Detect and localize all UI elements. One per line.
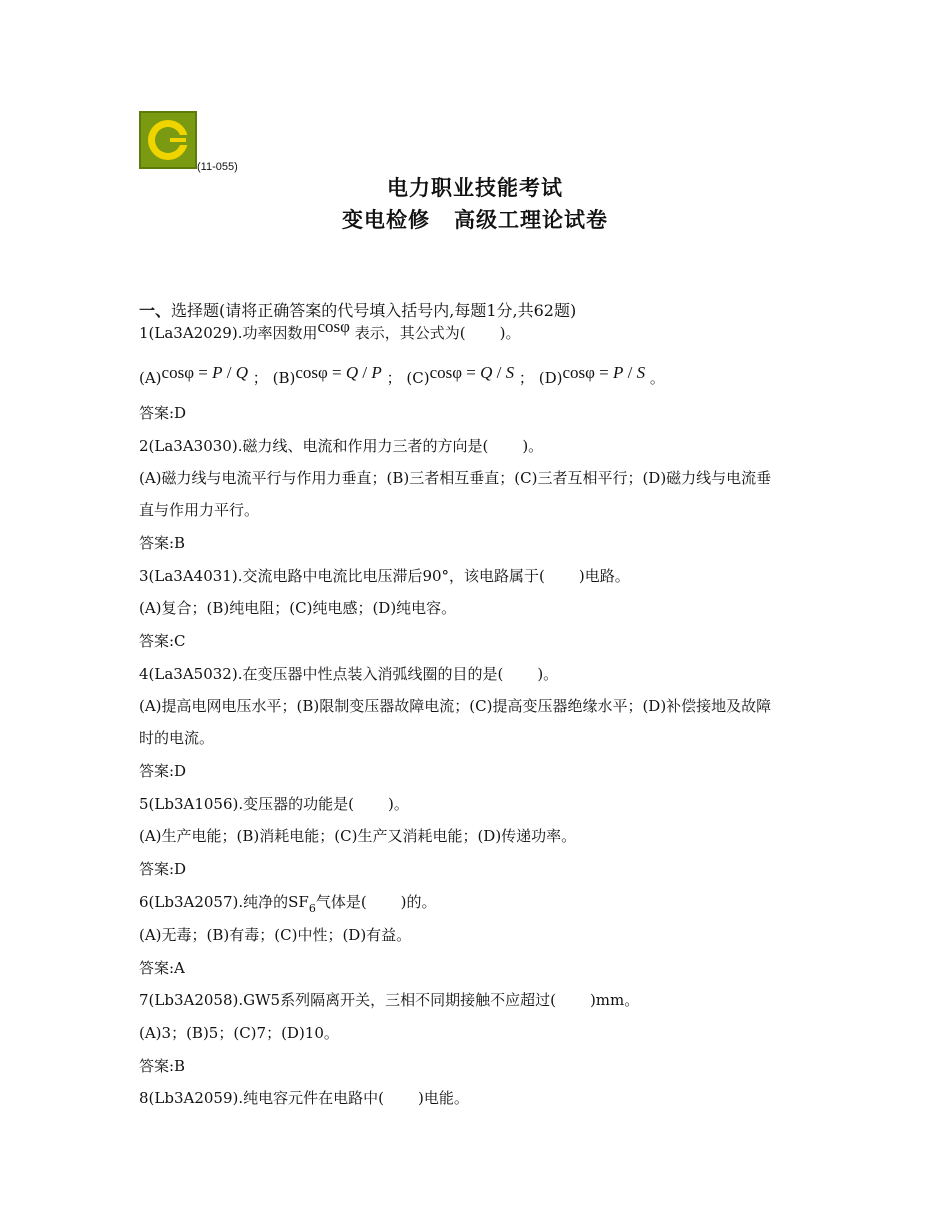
question-4-options-cont: 时的电流。 bbox=[139, 729, 215, 747]
section-heading: 一、选择题(请将正确答案的代号填入括号内,每题1分,共62题) bbox=[139, 301, 577, 320]
question-1-options: (A)cosφ = P / Q ； (B)cosφ = Q / P ； (C)cosφ = Q / S ； (D)cosφ = P / S 。 bbox=[139, 363, 665, 387]
doc-code: (11-055) bbox=[197, 161, 238, 173]
question-5: 5(Lb3A1056).变压器的功能是( )。 bbox=[139, 795, 409, 813]
logo bbox=[139, 111, 197, 169]
question-2-options: (A)磁力线与电流平行与作用力垂直；(B)三者相互垂直；(C)三者互相平行；(D)磁力线与电流垂 bbox=[139, 469, 772, 487]
question-8: 8(Lb3A2059).纯电容元件在电路中( )电能。 bbox=[139, 1089, 469, 1107]
question-6: 6(Lb3A2057).纯净的$SF_6$气体是( )的。 bbox=[139, 893, 437, 915]
company-logo-icon bbox=[141, 113, 195, 167]
question-1: 1(La3A2029).功率因数用cosφ 表示，其公式为( )。 bbox=[139, 317, 521, 342]
answer-7: 答案:B bbox=[139, 1057, 186, 1075]
answer-6: 答案:A bbox=[139, 959, 185, 977]
question-2: 2(La3A3030).磁力线、电流和作用力三者的方向是( )。 bbox=[139, 437, 544, 455]
question-5-options: (A)生产电能；(B)消耗电能；(C)生产又消耗电能；(D)传递功率。 bbox=[139, 827, 577, 845]
question-7: 7(Lb3A2058).GW5系列隔离开关，三相不同期接触不应超过( )mm。 bbox=[139, 991, 640, 1009]
question-3-options: (A)复合；(B)纯电阻；(C)纯电感；(D)纯电容。 bbox=[139, 599, 457, 617]
question-3: 3(La3A4031).交流电路中电流比电压滞后90°，该电路属于( )电路。 bbox=[139, 567, 630, 585]
answer-1: 答案:D bbox=[139, 404, 187, 422]
answer-3: 答案:C bbox=[139, 632, 186, 650]
question-7-options: (A)3；(B)5；(C)7；(D)10。 bbox=[139, 1024, 339, 1042]
question-6-options: (A)无毒；(B)有毒；(C)中性；(D)有益。 bbox=[139, 926, 412, 944]
answer-5: 答案:D bbox=[139, 860, 187, 878]
question-4-options: (A)提高电网电压水平；(B)限制变压器故障电流；(C)提高变压器绝缘水平；(D)补偿接地及故障 bbox=[139, 697, 772, 715]
page-subtitle: 变电检修 高级工理论试卷 bbox=[342, 208, 608, 232]
answer-4: 答案:D bbox=[139, 762, 187, 780]
answer-2: 答案:B bbox=[139, 534, 186, 552]
question-2-options-cont: 直与作用力平行。 bbox=[139, 501, 260, 519]
question-4: 4(La3A5032).在变压器中性点装入消弧线圈的目的是( )。 bbox=[139, 665, 559, 683]
page-title: 电力职业技能考试 bbox=[387, 176, 563, 200]
